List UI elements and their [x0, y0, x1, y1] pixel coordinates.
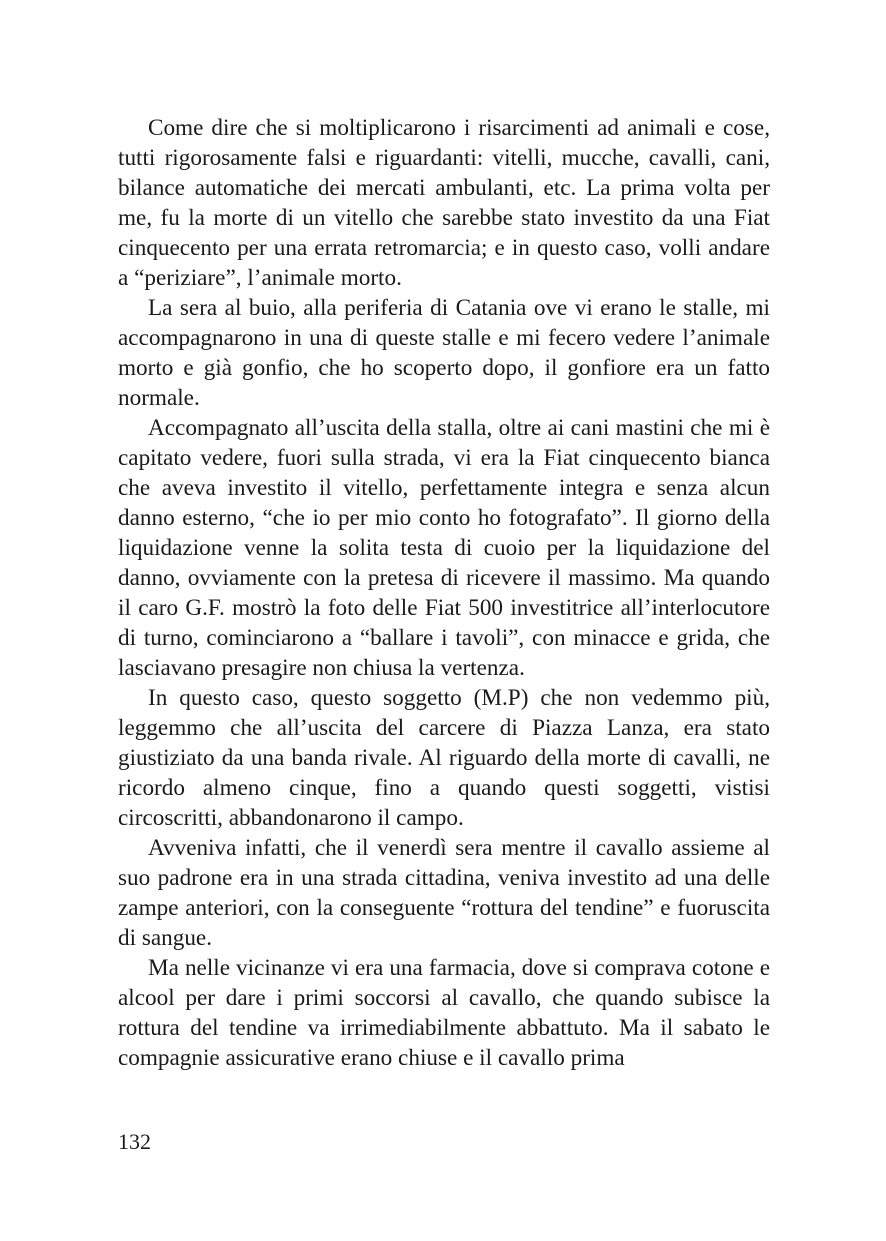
paragraph: Avveniva infatti, che il venerdì sera mentre il cavallo assieme al suo padrone era in una strada cittadina, veniva investito ad una delle zampe anteriori, con la conseguente “rottura del tendine” e fuoruscita di sangue. — [118, 835, 770, 951]
page-body — [118, 113, 770, 1073]
paragraph: In questo caso, questo soggetto (M.P) che non vedemmo più, leggemmo che all’uscita del carcere di Piazza Lanza, era stato giustiziato da una banda rivale. Al riguardo della morte di cavalli, ne ricordo almeno cinque, fino a quando questi soggetti, vistisi circoscritti, abbandonarono il campo. — [118, 685, 770, 831]
paragraph: Come dire che si moltiplicarono i risarcimenti ad animali e cose, tutti rigorosamente falsi e riguardanti: vitelli, mucche, cavalli, cani, bilance automatiche dei mercati ambulanti, etc. La prima volta per me, fu la morte di un vitello che sarebbe stato investito da una Fiat cinquecento per una errata retromarcia; e in questo caso, volli andare a “periziare”, l’animale morto. — [118, 115, 770, 291]
page-number: 132 — [118, 1129, 151, 1154]
paragraph: Accompagnato all’uscita della stalla, oltre ai cani mastini che mi è capitato vedere, fuori sulla strada, vi era la Fiat cinquecento bianca che aveva investito il vitello, perfettamente integra e senza alcun danno esterno, “che io per mio conto ho fotografato”. Il giorno della liquidazione venne la solita testa di cuoio per la liquidazione del danno, ovviamente con la pretesa di ricevere il massimo. Ma quando il caro G.F. mostrò la foto delle Fiat 500 investitrice all’interlocutore di turno, cominciarono a “ballare i tavoli”, con minacce e grida, che lasciavano presagire non chiusa la vertenza. — [118, 415, 770, 681]
paragraph-last: Ma nelle vicinanze vi era una farmacia, dove si comprava cotone e alcool per dare i primi soccorsi al cavallo, che quando subisce la rottura del tendine va irrimediabilmente abbattuto. Ma il sabato le compagnie assicurative erano chiuse e il cavallo prima — [118, 955, 770, 1071]
paragraph: La sera al buio, alla periferia di Catania ove vi erano le stalle, mi accompagnarono in una di queste stalle e mi fecero vedere l’animale morto e già gonfio, che ho scoperto dopo, il gonfiore era un fatto normale. — [118, 295, 770, 411]
